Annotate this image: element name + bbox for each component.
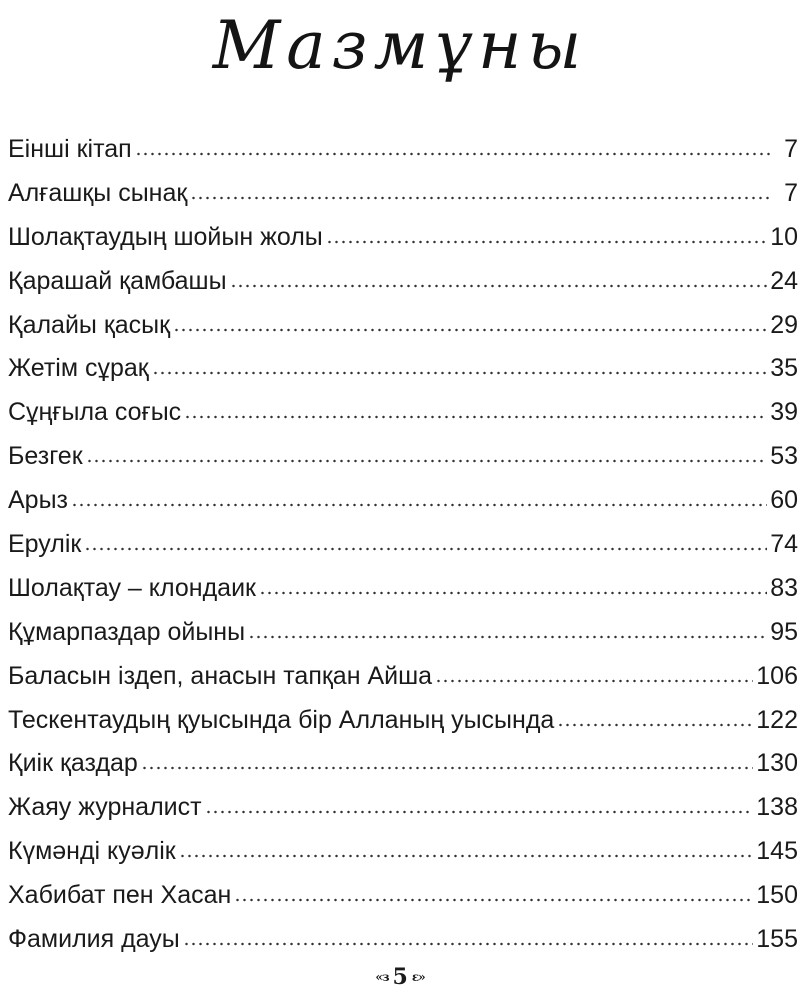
toc-entry[interactable] (8, 786, 798, 830)
toc-entry-title: Тескентаудың қуысында бір Алланың уысында (8, 705, 555, 734)
toc-entry-page: 7 (784, 178, 798, 207)
dot-leader (184, 415, 767, 419)
toc-entry-title: Күмәнді куәлік (8, 837, 176, 866)
dot-leader (183, 942, 754, 946)
toc-entry[interactable] (8, 874, 798, 918)
toc-entry-page: 35 (770, 354, 798, 383)
toc-entry-title: Сұңғыла соғыс (8, 398, 182, 427)
toc-entry[interactable] (8, 128, 798, 172)
toc-entry-page: 138 (756, 793, 798, 822)
toc-entry-page: 145 (756, 837, 798, 866)
dot-leader (179, 854, 754, 858)
toc-entry-page: 24 (770, 266, 798, 295)
toc-entry-title: Жетім сұрақ (8, 354, 149, 383)
toc-entry[interactable] (8, 611, 798, 655)
dot-leader (435, 679, 753, 683)
page-title: Мазмұны (212, 7, 588, 84)
toc-entry-title: Қиік қаздар (8, 749, 138, 778)
toc-entry[interactable] (8, 830, 798, 874)
toc-entry-page: 130 (756, 749, 798, 778)
toc-entry-page: 83 (770, 573, 798, 602)
toc-entry-page: 10 (770, 222, 798, 251)
toc-entry-title: Еінші кітап (8, 135, 132, 163)
toc-entry-title: Шолақтау – клондаик (8, 573, 256, 602)
toc-entry-title: Құмарпаздар ойыны (8, 617, 246, 646)
toc-entry[interactable] (8, 742, 798, 786)
toc-entry-page: 29 (770, 310, 798, 339)
toc-entry[interactable] (8, 918, 798, 962)
dot-leader (141, 766, 753, 770)
toc-entry[interactable] (8, 523, 798, 567)
dot-leader (205, 810, 754, 814)
toc-entry-title: Безгек (8, 442, 83, 471)
dot-leader (173, 328, 767, 332)
dot-leader (326, 240, 767, 244)
dot-leader (234, 898, 753, 902)
toc-entry[interactable] (8, 479, 798, 523)
page-number: 5 (392, 964, 408, 990)
dot-leader (230, 284, 768, 288)
toc-entry-title: Жаяу журналист (8, 793, 202, 822)
dot-leader (152, 371, 767, 375)
toc-entry-title: Хабибат пен Хасан (8, 881, 232, 910)
toc-entry-page: 7 (784, 135, 798, 163)
dot-leader (71, 503, 767, 507)
toc-entry-page: 60 (770, 486, 798, 515)
dot-leader (135, 152, 771, 156)
toc-entry[interactable] (8, 655, 798, 699)
toc-entry[interactable] (8, 260, 798, 304)
toc-entry-page: 106 (756, 661, 798, 690)
dot-leader (557, 723, 753, 727)
toc-entry[interactable] (8, 216, 798, 260)
toc-entry-page: 122 (756, 705, 798, 734)
toc-entry-page: 39 (770, 398, 798, 427)
toc-entry-title: Қарашай қамбашы (8, 266, 227, 295)
toc-entry-page: 53 (770, 442, 798, 471)
toc-entry[interactable] (8, 172, 798, 216)
toc-entry[interactable] (8, 347, 798, 391)
dot-leader (259, 591, 767, 595)
page-footer (0, 964, 800, 990)
toc-entry-page: 95 (770, 617, 798, 646)
toc-entry-page: 155 (756, 925, 798, 954)
toc-entry[interactable] (8, 435, 798, 479)
toc-entry[interactable] (8, 304, 798, 348)
toc-entry[interactable] (8, 567, 798, 611)
toc-entry-title: Фамилия дауы (8, 925, 180, 954)
toc-entry-title: Алғашқы сынақ (8, 178, 188, 207)
dot-leader (84, 547, 767, 551)
toc-entry[interactable] (8, 699, 798, 743)
toc-entry-page: 74 (770, 530, 798, 559)
footer-ornament-right: ε» (411, 970, 425, 984)
toc-entry-title: Баласын іздеп, анасын тапқан Айша (8, 661, 433, 690)
dot-leader (86, 459, 768, 463)
footer-ornament-left: «з (375, 970, 389, 984)
toc-entry-title: Арыз (8, 486, 69, 515)
toc-entry[interactable] (8, 391, 798, 435)
toc-entry-title: Ерулік (8, 530, 82, 559)
dot-leader (190, 196, 771, 200)
toc-entry-title: Қалайы қасық (8, 310, 171, 339)
toc-entry-title: Шолақтаудың шойын жолы (8, 222, 323, 251)
toc-entry-page: 150 (756, 881, 798, 910)
table-of-contents (8, 128, 798, 962)
dot-leader (248, 635, 767, 639)
